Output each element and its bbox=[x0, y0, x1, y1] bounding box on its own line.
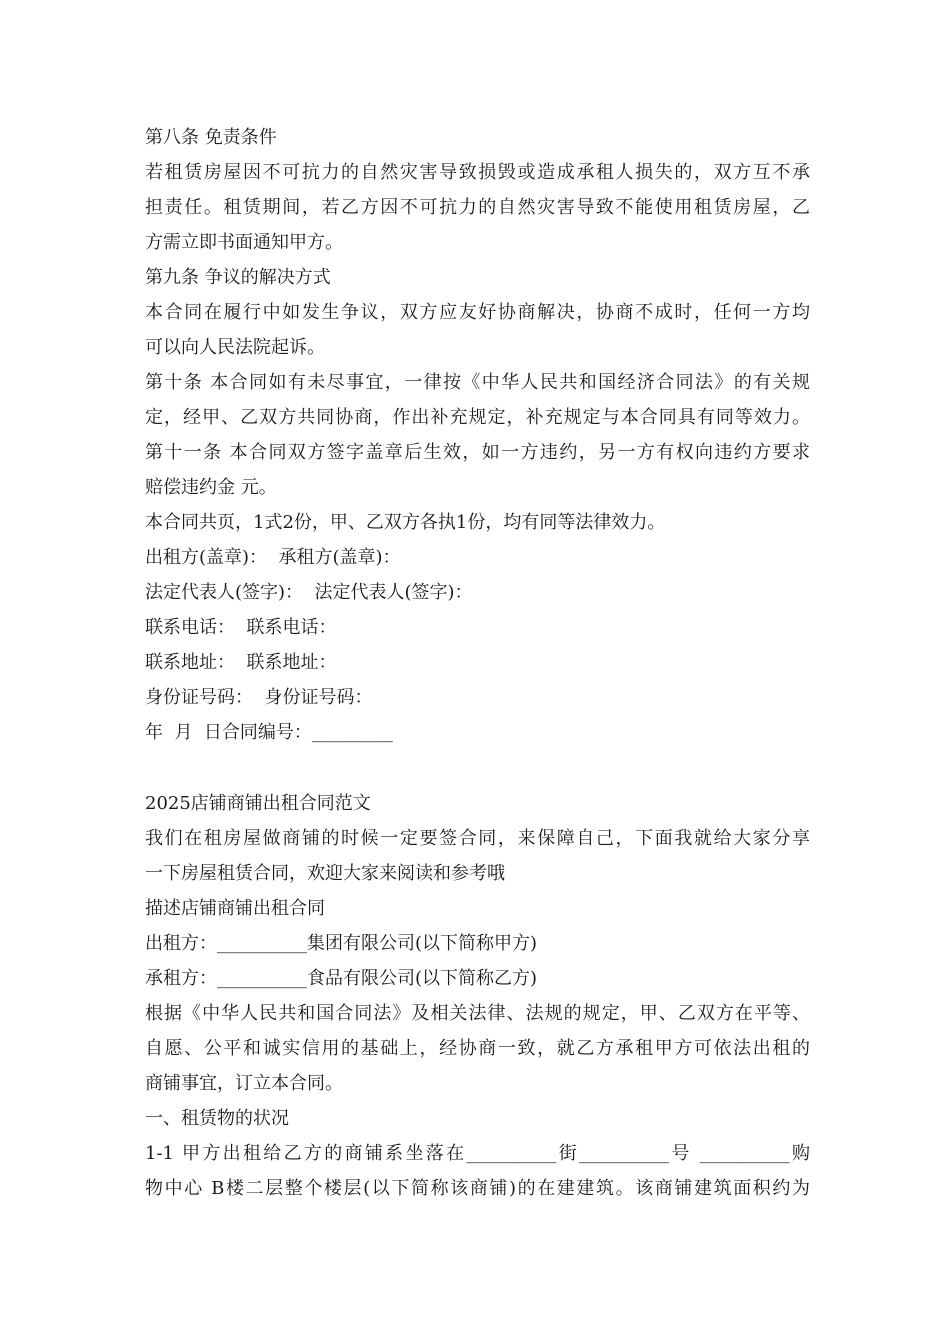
article-11-line-1: 第十一条 本合同双方签字盖章后生效，如一方违约，另一方有权向违约方要求 bbox=[145, 442, 810, 463]
article-9-heading: 第九条 争议的解决方式 bbox=[145, 267, 331, 288]
signature-seal-line: 出租方(盖章)： 承租方(盖章)： bbox=[145, 547, 401, 568]
article-11-line-2: 赔偿违约金 元。 bbox=[145, 477, 277, 498]
section-1-line-1: 1-1 甲方出租给乙方的商铺系坐落在__________街__________号 __________购 bbox=[145, 1143, 810, 1164]
basis-line-1: 根据《中华人民共和国合同法》及相关法律、法规的规定，甲、乙双方在平等、 bbox=[145, 1003, 810, 1024]
section-1-line-2: 物中心 B楼二层整个楼层(以下简称该商铺)的在建建筑。该商铺建筑面积约为 bbox=[145, 1178, 810, 1199]
article-8-text-line-1: 若租赁房屋因不可抗力的自然灾害导致损毁或造成承租人损失的，双方互不承 bbox=[145, 162, 810, 183]
article-10-line-2: 定，经甲、乙双方共同协商，作出补充规定，补充规定与本合同具有同等效力。 bbox=[145, 407, 810, 428]
article-10-line-1: 第十条 本合同如有未尽事宜，一律按《中华人民共和国经济合同法》的有关规 bbox=[145, 372, 810, 393]
signature-phone-line: 联系电话： 联系电话： bbox=[145, 617, 337, 638]
article-8-text-line-2: 担责任。租赁期间，若乙方因不可抗力的自然灾害导致不能使用租赁房屋，乙 bbox=[145, 197, 810, 218]
signature-date-line: 年 月 日合同编号：_________ bbox=[145, 722, 393, 743]
document-title: 2025店铺商铺出租合同范文 bbox=[145, 793, 371, 814]
document-body bbox=[145, 120, 810, 1206]
signature-representative-line: 法定代表人(签字)： 法定代表人(签字)： bbox=[145, 582, 473, 603]
lessee-line: 承租方：__________食品有限公司(以下简称乙方) bbox=[145, 968, 538, 989]
intro-line-2: 一下房屋租赁合同，欢迎大家来阅读和参考哦 bbox=[145, 863, 505, 884]
basis-line-2: 自愿、公平和诚实信用的基础上，经协商一致，就乙方承租甲方可依法出租的 bbox=[145, 1038, 810, 1059]
basis-line-3: 商铺事宜，订立本合同。 bbox=[145, 1073, 343, 1094]
copies-clause: 本合同共页，1式2份，甲、乙双方各执1份，均有同等法律效力。 bbox=[145, 512, 666, 533]
article-8-heading: 第八条 免责条件 bbox=[145, 127, 277, 148]
contract-subtitle: 描述店铺商铺出租合同 bbox=[145, 898, 325, 919]
article-8-text-line-3: 方需立即书面通知甲方。 bbox=[145, 232, 343, 253]
signature-id-line: 身份证号码： 身份证号码： bbox=[145, 687, 373, 708]
section-gap bbox=[145, 750, 810, 786]
section-1-heading: 一、租赁物的状况 bbox=[145, 1108, 289, 1129]
article-9-text-line-1: 本合同在履行中如发生争议，双方应友好协商解决，协商不成时，任何一方均 bbox=[145, 302, 810, 323]
signature-address-line: 联系地址： 联系地址： bbox=[145, 652, 337, 673]
intro-line-1: 我们在租房屋做商铺的时候一定要签合同，来保障自己，下面我就给大家分享 bbox=[145, 828, 810, 849]
lessor-line: 出租方：__________集团有限公司(以下简称甲方) bbox=[145, 933, 538, 954]
article-9-text-line-2: 可以向人民法院起诉。 bbox=[145, 337, 325, 358]
